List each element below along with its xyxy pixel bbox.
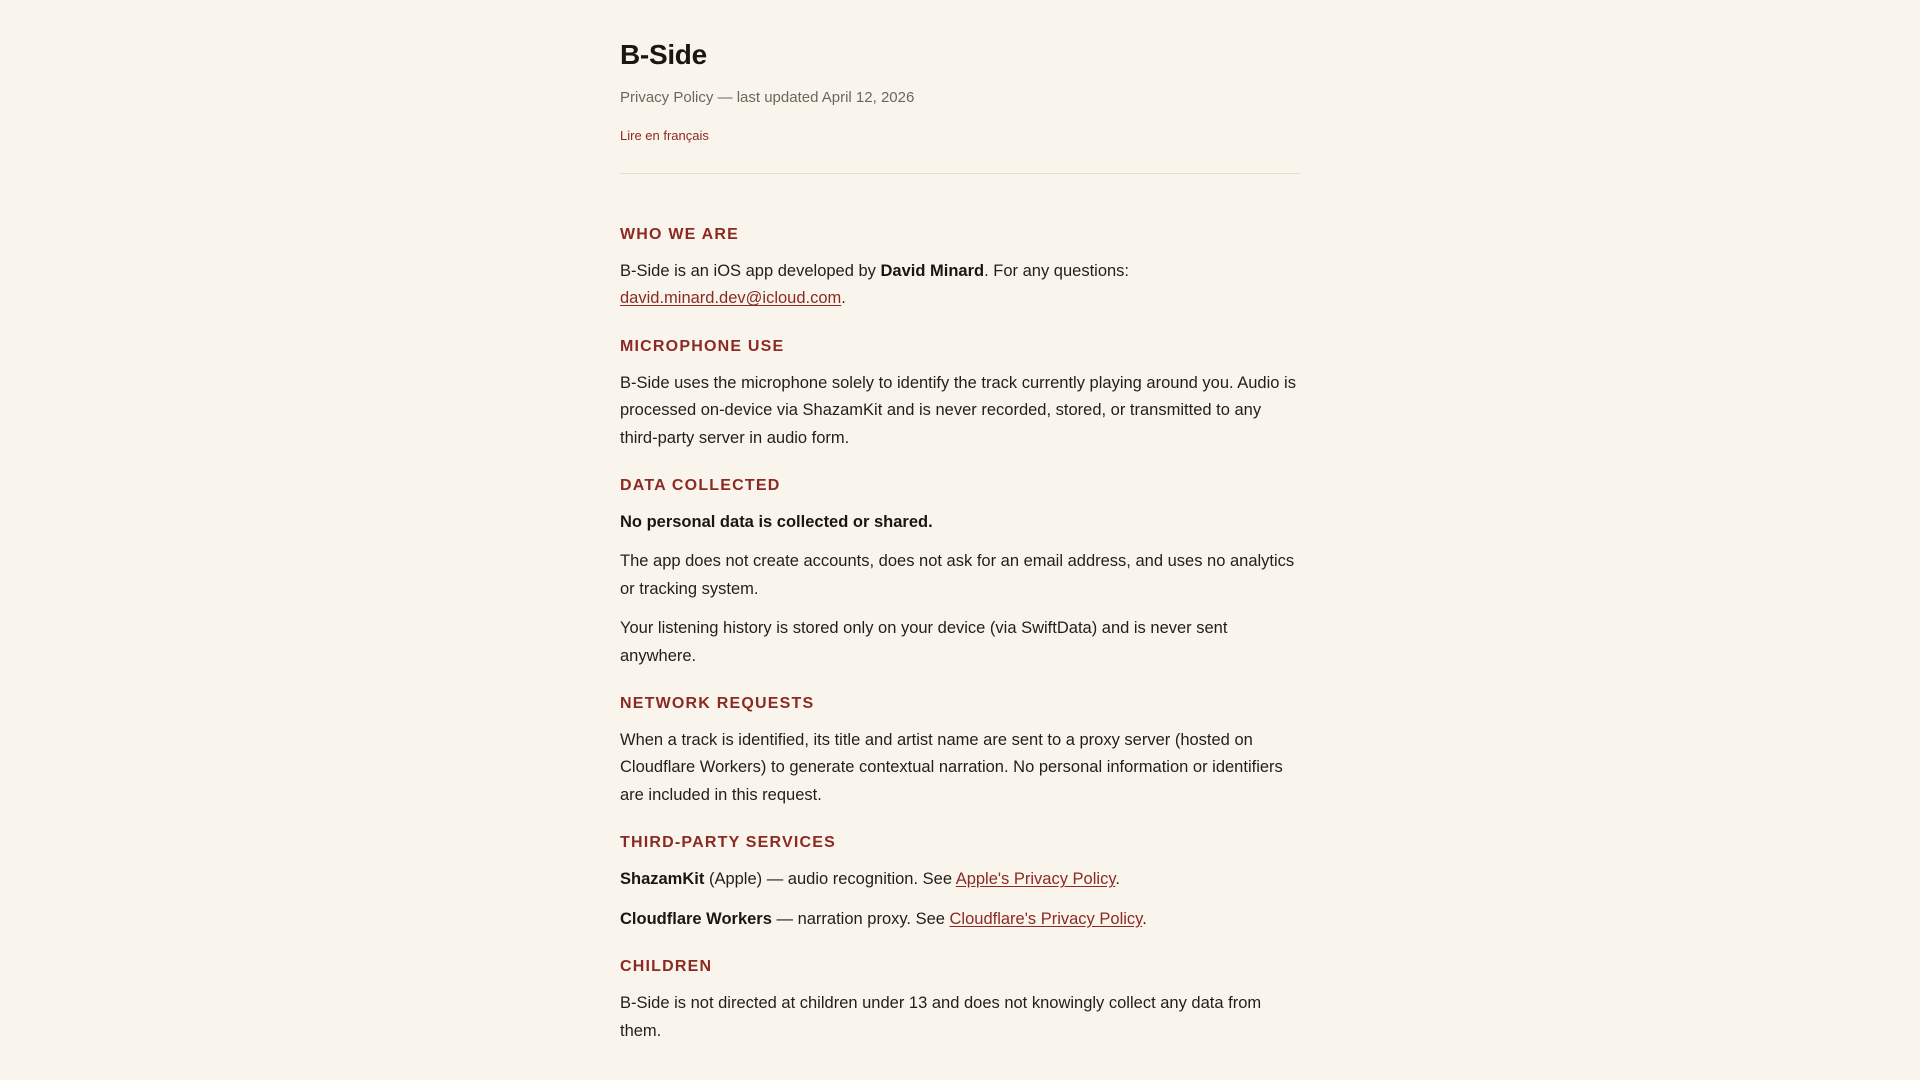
data-summary-paragraph xyxy=(620,509,1300,536)
policy-content xyxy=(620,174,1300,1045)
service-name: ShazamKit xyxy=(620,870,705,889)
contact-email-link[interactable]: david.minard.dev@icloud.com xyxy=(620,289,842,308)
service-cloudflare xyxy=(620,906,1300,933)
developer-name: David Minard xyxy=(880,262,985,280)
section-data-collected xyxy=(620,476,1300,670)
section-heading: WHO WE ARE xyxy=(620,226,739,243)
apple-privacy-policy-link[interactable]: Apple's Privacy Policy xyxy=(955,870,1116,889)
cloudflare-privacy-policy-link[interactable]: Cloudflare's Privacy Policy xyxy=(949,909,1143,928)
text: . xyxy=(841,289,846,308)
section-microphone-use xyxy=(620,337,1300,452)
section-heading: NETWORK REQUESTS xyxy=(620,695,815,713)
section-who-we-are xyxy=(620,225,1300,313)
network-paragraph: When a track is identified, its title and artist name are sent to a proxy server (hosted on Cloudflare Workers) to generate contextual narration. No personal information or identifiers are included in this request. xyxy=(620,731,1283,804)
service-description: (Apple) — audio recognition. See xyxy=(704,870,956,889)
accounts-paragraph: The app does not create accounts, does not ask for an email address, and uses no analytics or tracking system. xyxy=(620,552,1295,598)
history-paragraph: Your listening history is stored only on your device (via SwiftData) and is never sent anywhere. xyxy=(620,619,1228,665)
data-summary: No personal data is collected or shared. xyxy=(620,513,933,532)
section-heading: CHILDREN xyxy=(620,958,713,976)
service-description: — narration proxy. See xyxy=(771,909,950,928)
app-title: B-Side xyxy=(620,39,707,70)
section-third-party-services xyxy=(620,833,1300,933)
microphone-paragraph: B-Side uses the microphone solely to identify the track currently playing around you. Audio is processed on-device via ShazamKit and is never recorded, stored, or transmitted to any third-party server in audio form. xyxy=(620,373,1296,447)
service-shazamkit xyxy=(620,866,1300,893)
text: . xyxy=(1142,909,1147,928)
section-heading: DATA COLLECTED xyxy=(620,477,781,495)
children-paragraph: B-Side is not directed at children under 13 and does not knowingly collect any data from them. xyxy=(620,994,1262,1040)
french-language-link[interactable]: Lire en français xyxy=(620,128,709,143)
page-header xyxy=(620,38,1300,174)
text: . For any questions: xyxy=(984,262,1130,280)
who-we-are-paragraph xyxy=(620,258,1300,313)
section-heading: MICROPHONE USE xyxy=(620,337,785,355)
service-name: Cloudflare Workers xyxy=(620,909,772,928)
text: . xyxy=(1115,870,1120,889)
section-heading: THIRD-PARTY SERVICES xyxy=(620,834,837,852)
text: B-Side is an iOS app developed by xyxy=(620,262,881,280)
privacy-policy-page xyxy=(620,0,1300,1045)
page-subtitle: Privacy Policy — last updated April 12, 2026 xyxy=(620,89,915,106)
section-children xyxy=(620,957,1300,1045)
section-network-requests xyxy=(620,694,1300,809)
